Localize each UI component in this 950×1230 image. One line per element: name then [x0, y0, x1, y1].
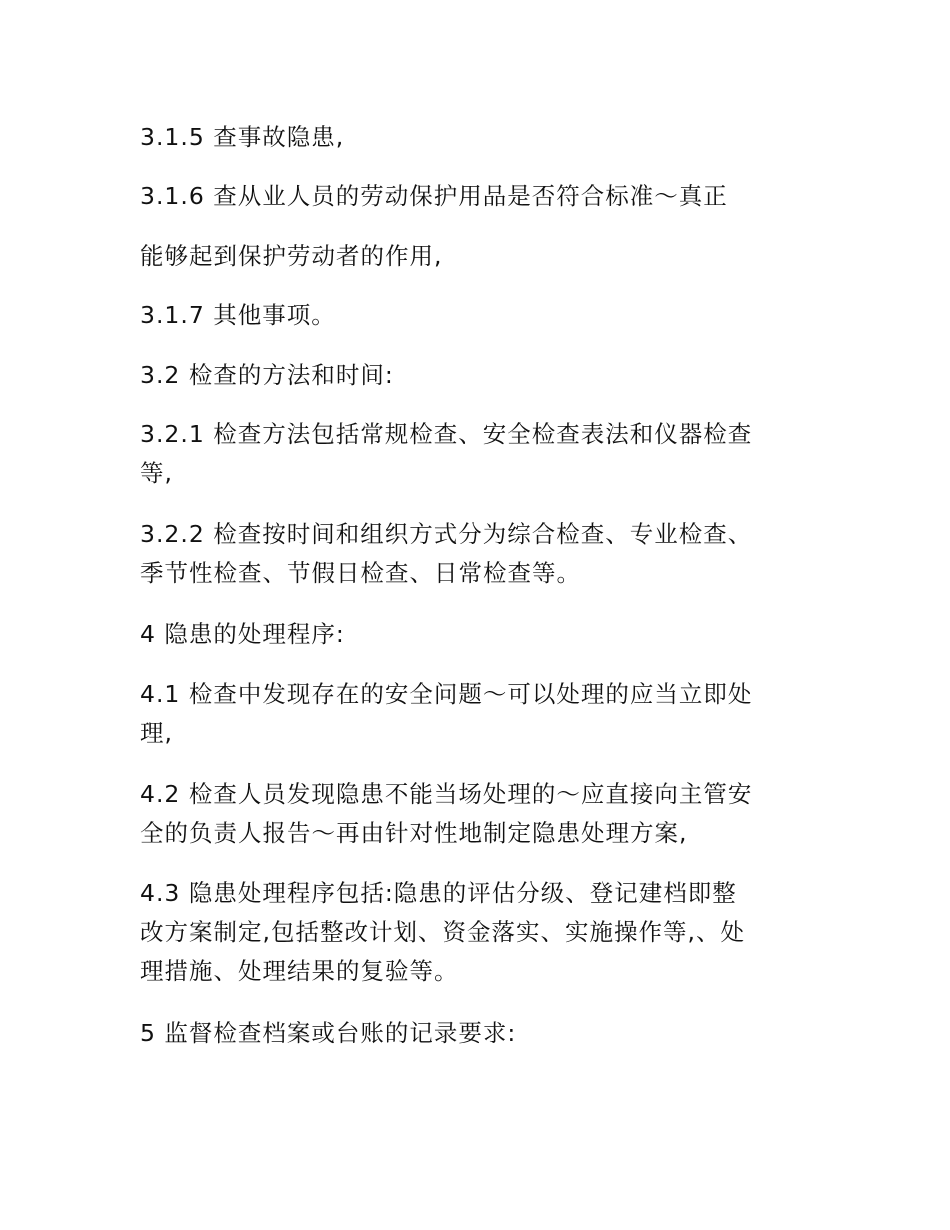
- text-line: 3.1.7 其他事项。: [140, 301, 336, 329]
- paragraph-3-1-7: [140, 296, 820, 335]
- paragraph-3-2-2: [140, 515, 820, 593]
- text-line: 3.2.2 检查按时间和组织方式分为综合检查、专业检查、: [140, 520, 753, 548]
- heading-3-2: [140, 356, 820, 395]
- text-line: 全的负责人报告～再由针对性地制定隐患处理方案,: [140, 819, 688, 847]
- text-line: 改方案制定,包括整改计划、资金落实、实施操作等,、处: [140, 918, 745, 946]
- paragraph-4-2: [140, 775, 820, 853]
- text-line: 4.1 检查中发现存在的安全问题～可以处理的应当立即处: [140, 680, 753, 708]
- text-line: 4.2 检查人员发现隐患不能当场处理的～应直接向主管安: [140, 780, 753, 808]
- heading-5: [140, 1014, 820, 1053]
- text-line: 3.2.1 检查方法包括常规检查、安全检查表法和仪器检查: [140, 420, 753, 448]
- text-line: 4.3 隐患处理程序包括:隐患的评估分级、登记建档即整: [140, 879, 737, 907]
- paragraph-3-1-6: [140, 177, 820, 216]
- text-line: 3.2 检查的方法和时间:: [140, 361, 394, 389]
- paragraph-4-1: [140, 675, 820, 753]
- text-line: 3.1.5 查事故隐患,: [140, 123, 345, 151]
- paragraph-3-2-1: [140, 415, 820, 493]
- text-line: 等,: [140, 459, 173, 487]
- paragraph-3-1-6-continued: [140, 237, 820, 276]
- text-line: 季节性检查、节假日检查、日常检查等。: [140, 559, 581, 587]
- text-line: 5 监督检查档案或台账的记录要求:: [140, 1019, 517, 1047]
- text-line: 理,: [140, 719, 173, 747]
- text-line: 能够起到保护劳动者的作用,: [140, 242, 443, 270]
- text-line: 4 隐患的处理程序:: [140, 620, 345, 648]
- text-line: 理措施、处理结果的复验等。: [140, 957, 459, 985]
- heading-4: [140, 615, 820, 654]
- paragraph-4-3: [140, 874, 820, 991]
- text-line: 3.1.6 查从业人员的劳动保护用品是否符合标准～真正: [140, 182, 728, 210]
- paragraph-3-1-5: [140, 118, 820, 157]
